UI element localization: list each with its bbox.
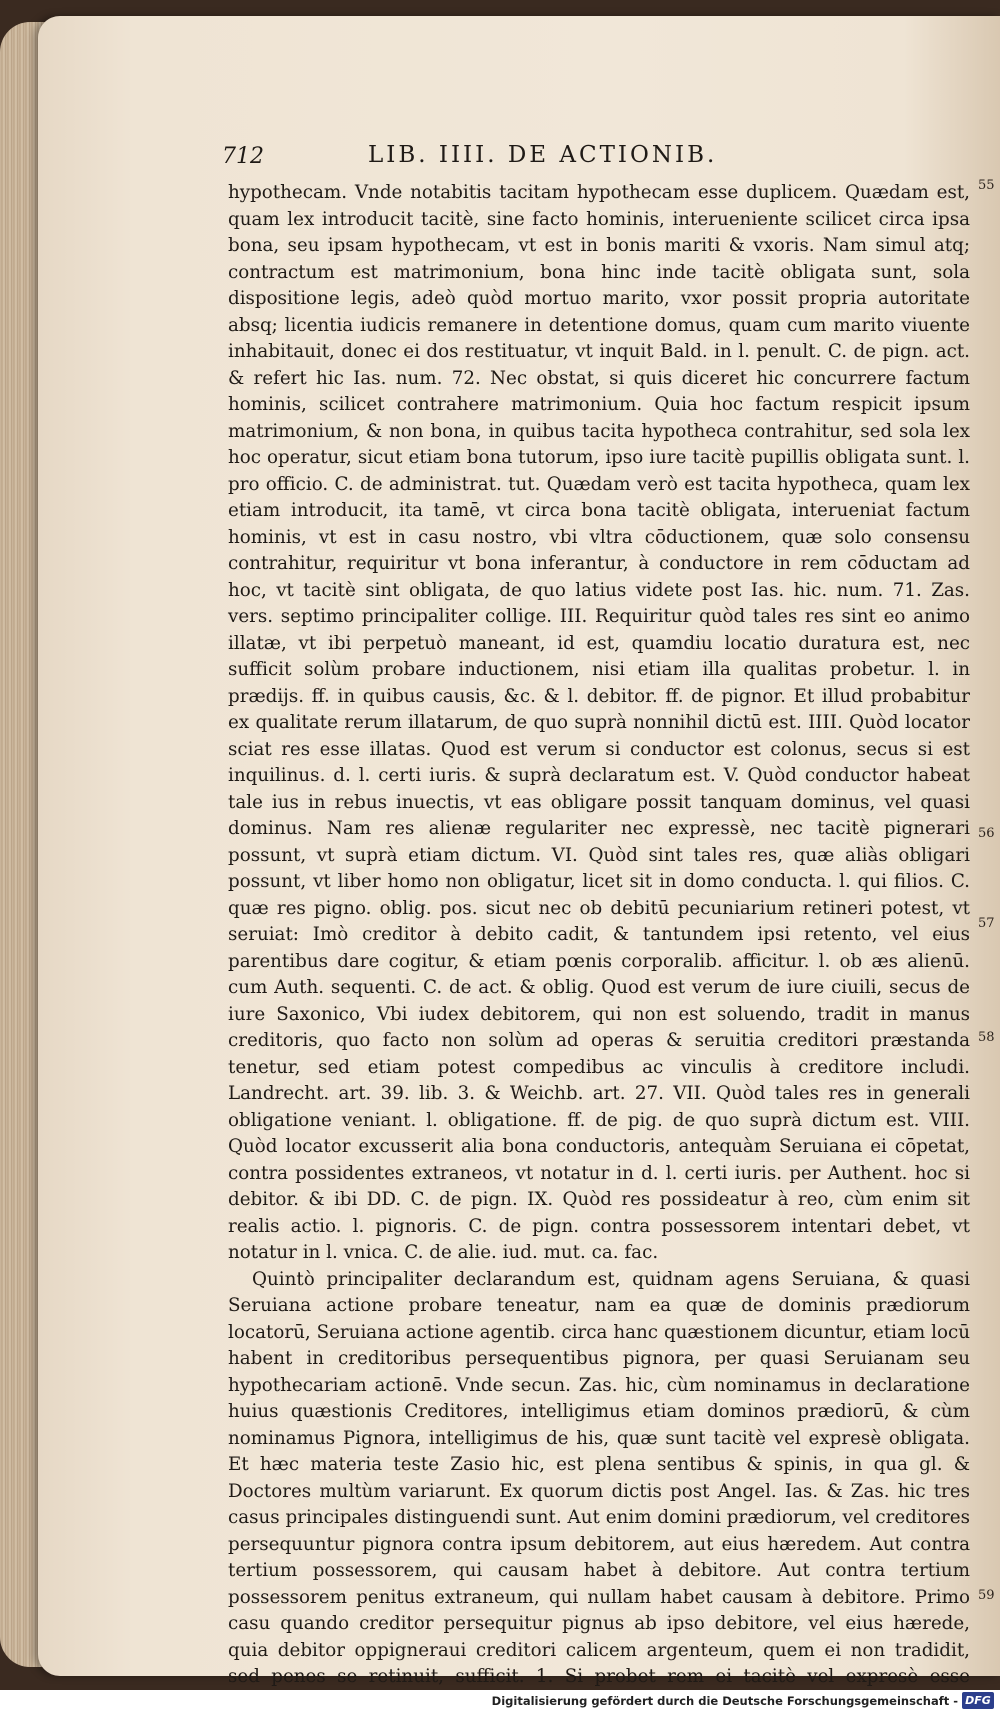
marginal-number: 58: [978, 1030, 995, 1045]
paragraph: hypothecam. Vnde notabitis tacitam hypothecam esse duplicem. Quædam est, quam lex introducit tacitè, sine facto hominis, interueniente scilicet circa ipsa bona, seu ipsam hypothecam, vt est in bonis mariti & vxoris. Nam simul atq; contractum est matrimonium, bona hinc inde tacitè obligata sunt, sola dispositione legis, adeò quòd mortuo marito, vxor possit propria autoritate absq; licentia iudicis remanere in detentione domus, quam cum marito viuente inhabitauit, donec ei dos restituatur, vt inquit Bald. in l. penult. C. de pign. act. & refert hic Ias. num. 72. Nec obstat, si quis diceret hic concurrere factum hominis, scilicet contrahere matrimonium. Quia hoc factum respicit ipsum matrimonium, & non bona, in quibus tacita hypotheca contrahitur, sed sola lex hoc operatur, sicut etiam bona tutorum, ipso iure tacitè pupillis obligata sunt. l. pro officio. C. de administrat. tut. Quædam verò est tacita hypotheca, quam lex etiam introducit, ita tamē, vt circa bona tacitè obligata, interueniat factum hominis, vt est in casu nostro, vbi vltra cōductionem, quæ solo consensu contrahitur, requiritur vt bona inferantur, à conductore in rem cōductam ad hoc, vt tacitè sint obligata, de quo latius videte post Ias. hic. num. 71. Zas. vers. septimo principaliter collige. III. Requiritur quòd tales res sint eo animo illatæ, vt ibi perpetuò maneant, id est, quamdiu locatio duratura est, nec sufficit solùm probare inductionem, nisi etiam illa qualitas probetur. l. in prædijs. ff. in quibus causis, &c. & l. debitor. ff. de pignor. Et illud probabitur ex qualitate rerum illatarum, de quo suprà nonnihil dictū est. IIII. Quòd locator sciat res esse illatas. Quod est verum si conductor est colonus, secus si est inquilinus. d. l. certi iuris. & suprà declaratum est. V. Quòd conductor habeat tale ius in rebus inuectis, vt eas obligare possit tanquam dominus, vel quasi dominus. Nam res alienæ regulariter nec expressè, nec tacitè pignerari possunt, vt suprà etiam dictum. VI. Quòd sint tales res, quæ aliàs obligari possunt, vt liber homo non obligatur, licet sit in domo conducta. l. qui filios. C. quæ res pigno. oblig. pos. sicut nec ob debitū pecuniarium retineri potest, vt seruiat: Imò creditor à debito cadit, & tantundem ipsi retento, vel eius parentibus dare cogitur, & etiam pœnis corporalib. afficitur. l. ob æs alienū. cum Auth. sequenti. C. de act. & oblig. Quod est verum de iure ciuili, secus de iure Saxonico, Vbi iudex debitorem, qui non est soluendo, tradit in manus creditoris, quo facto non solùm ad operas & seruitia creditori præstanda tenetur, sed etiam potest compedibus ac vinculis à creditore includi. Landrecht. art. 39. lib. 3. & Weichb. art. 27. VII. Quòd tales res in generali obligatione veniant. l. obligatione. ff. de pig. de quo suprà dictum est. VIII. Quòd locator excusserit alia bona conductoris, antequàm Seruiana ei cōpetat, contra possidentes extraneos, vt notatur in d. l. certi iuris. per Authent. hoc si debitor. & ibi DD. C. de pign. IX. Quòd res possideatur à reo, cùm enim sit realis actio. l. pignoris. C. de pign. contra possessorem intentari debet, vt notatur in l. vnica. C. de alie. iud. mut. ca. fac.: [228, 182, 970, 1263]
page-content: [222, 142, 970, 1690]
running-head: [222, 142, 970, 176]
running-head-title: LIB. IIII. DE ACTIONIB.: [368, 142, 718, 168]
dfg-logo: DFG: [962, 1692, 994, 1709]
paragraph: Quintò principaliter declarandum est, quidnam agens Seruiana, & quasi Seruiana actione probare teneatur, nam ea quæ de dominis prædiorum locatorū, Seruiana actione agentib. circa hanc quæstionem dicuntur, etiam locū habent in creditoribus persequentibus pignora, per quasi Seruianam seu hypothecariam actionē. Vnde secun. Zas. hic, cùm nominamus in declaratione huius quæstionis Creditores, intelligimus etiam dominos prædiorū, & cùm nominamus Pignora, intelligimus de his, quæ sunt tacitè vel expresè obligata. Et hæc materia teste Zasio hic, est plena sentibus & spinis, in qua gl. & Doctores multùm variarunt. Ex quorum dictis post Angel. Ias. & Zas. hic tres casus principales distinguendi sunt. Aut enim domini prædiorum, vel creditores persequuntur pignora contra ipsum debitorem, aut eius hæredem. Aut contra tertium possessorem, qui causam habet à debitore. Aut contra tertium possessorem penitus extraneum, qui nullam habet causam à debitore. Primo casu quando creditor persequitur pignus ab ipso debitore, vel eius hærede, quia debitor oppigneraui creditori calicem argenteum, quem ei non tradidit, sed penes se retinuit, sufficit. 1. Si probet rem ei tacitè vel expresè esse: [228, 1268, 970, 1687]
digitization-footer: [0, 1690, 1000, 1713]
page-number: 712: [222, 144, 264, 169]
marginal-number: 59: [978, 1588, 995, 1603]
marginal-number: 57: [978, 916, 995, 931]
marginal-number: 56: [978, 826, 995, 841]
body-text: [228, 180, 970, 1690]
footer-note: Digitalisierung gefördert durch die Deutsche Forschungsgemeinschaft -: [491, 1694, 958, 1708]
marginal-number: 55: [978, 178, 995, 193]
